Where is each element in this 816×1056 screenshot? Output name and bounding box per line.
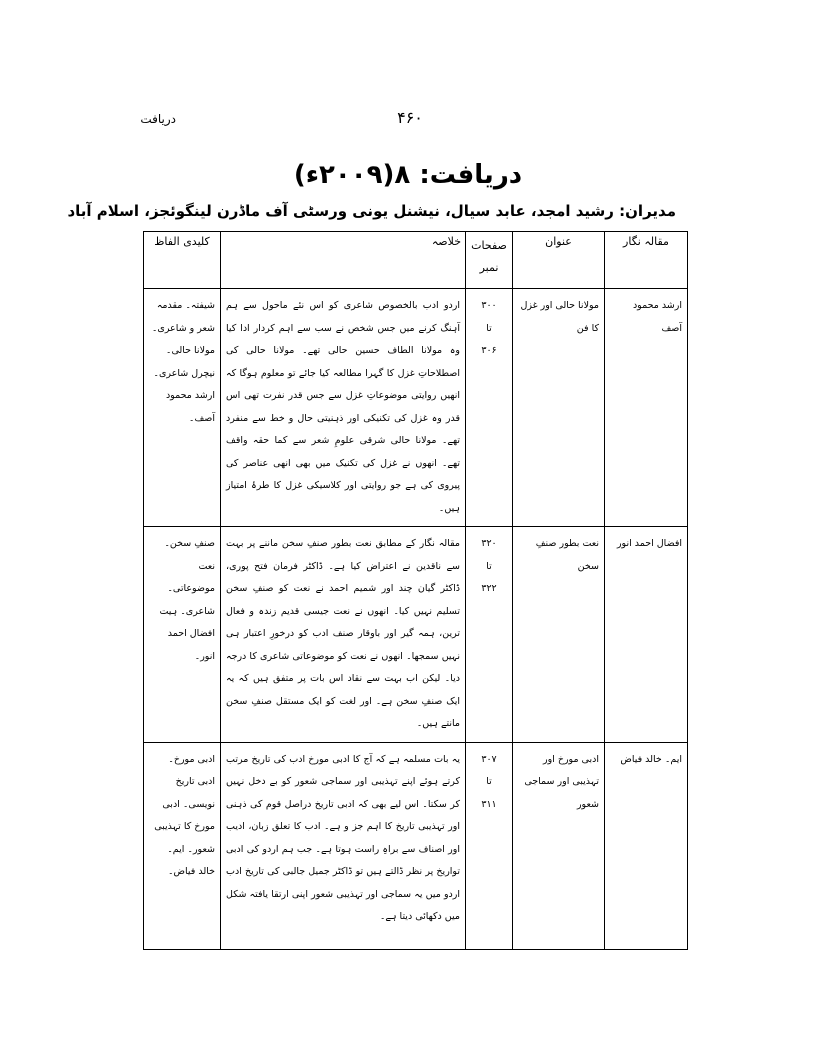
cell-pages — [466, 527, 513, 743]
header-title: عنوان — [513, 232, 605, 289]
editors-line: مدیران: رشید امجد، عابد سیال، نیشنل یونی ورسٹی آف ماڈرن لینگوئجز، اسلام آباد — [67, 202, 676, 220]
cell-summary: مقالہ نگار کے مطابق نعت بطور صنفِ سخن ماننے پر بہت سے ناقدین نے اعتراض کیا ہے۔ ڈاکٹر فرمان فتح پوری، ڈاکٹر گیان چند اور شمیم احمد نے نعت کو صنفِ سخن تسلیم نہیں کیا۔ انھوں نے نعت جیسی قدیم زندہ و فعال ترین، ہمہ گیر اور باوقار صنف ادب کو درخورِ اعتبار ہی نہیں سمجھا۔ انھوں نے نعت کو موضوعاتی شاعری کا درجہ دیا۔ لیکن اب بہت سے نقاد اس بات پر متفق ہیں کہ یہ ایک صنفِ سخن ہے۔ اور لغت کو ایک مستقل صنفِ سخن مانتے ہیں۔ — [221, 527, 466, 743]
cell-keywords: شیفتہ۔ مقدمہ شعر و شاعری۔ مولانا حالی۔ نیچرل شاعری۔ ارشد محمود آصف۔ — [144, 289, 221, 527]
table-row — [144, 742, 688, 949]
pages-from: ۳۰۰ — [481, 300, 497, 311]
header-author: مقالہ نگار — [605, 232, 688, 289]
page-number: ۴۶۰ — [397, 108, 423, 127]
table-header-row — [144, 232, 688, 289]
articles-table — [143, 231, 688, 950]
cell-title: ادبی مورخ اور تہذیبی اور سماجی شعور — [513, 742, 605, 949]
cell-title: مولانا حالی اور غزل کا فن — [513, 289, 605, 527]
header-pages: صفحات نمبر — [466, 232, 513, 289]
running-head: دریافت — [140, 112, 176, 126]
cell-summary: یہ بات مسلمہ ہے کہ آج کا ادبی مورخ ادب کی تاریخ مرتب کرتے ہوئے اپنے تہذیبی اور سماجی شعور کو بے دخل نہیں کر سکتا۔ اس لیے بھی کہ ادبی تاریخ دراصل قوم کی ذہنی اور تہذیبی تاریخ کا اہم جز و ہے۔ ادب کا تعلق زبان، ادیب اور اصناف سے براہِ راست ہوتا ہے۔ جب ہم اردو کی ادبی تواریخ پر نظر ڈالتے ہیں تو ڈاکٹر جمیل جالبی کی تاریخ ادب اردو میں یہ سماجی اور تہذیبی شعور اپنی ارتقا یافتہ شکل میں دکھائی دیتا ہے۔ — [221, 742, 466, 949]
cell-author: ارشد محمود آصف — [605, 289, 688, 527]
pages-from: ۳۰۷ — [481, 753, 497, 765]
header-keywords: کلیدی الفاظ — [144, 232, 221, 289]
cell-pages — [466, 289, 513, 527]
pages-to-word: تا — [486, 560, 492, 572]
pages-to-word: تا — [486, 776, 492, 787]
cell-title: نعت بطور صنفِ سخن — [513, 527, 605, 743]
cell-keywords: ادبی مورخ۔ ادبی تاریخ نویسی۔ ادبی مورخ کا تہذیبی شعور۔ ایم۔ خالد فیاض۔ — [144, 742, 221, 949]
page-title: دریافت: ۸(۲۰۰۹ء) — [293, 160, 523, 190]
cell-author: افضال احمد انور — [605, 527, 688, 743]
cell-summary: اردو ادب بالخصوص شاعری کو اس نئے ماحول سے ہم آہنگ کرنے میں جس شخص نے سب سے اہم کردار ادا کیا وہ مولانا الطاف حسین حالی تھے۔ مولانا حالی کی اصطلاحاتِ غزل کا گہرا مطالعہ کیا جائے تو معلوم ہوگا کہ انھیں روایتی موضوعاتِ غزل سے جس قدر نفرت تھی اس قدر وہ غزل کی تکنیکی اور ذہنیتی حال و خط سے منفرد تھے۔ مولانا حالی شرقی علومِ شعر سے کما حقہ واقف تھے۔ انھوں نے غزل کی تکنیک میں بھی انھی عناصر کی پیروی کی ہے جو روایتی اور کلاسیکی غزل کا طرۂ امتیاز ہیں۔ — [221, 289, 466, 527]
pages-to-word: تا — [486, 322, 492, 334]
pages-to: ۳۰۶ — [481, 345, 497, 356]
table-row — [144, 527, 688, 743]
cell-author: ایم۔ خالد فیاض — [605, 742, 688, 949]
pages-from: ۳۲۰ — [481, 538, 497, 549]
pages-to: ۳۱۱ — [481, 798, 497, 810]
cell-keywords: صنفِ سخن۔ نعت موضوعاتی۔ شاعری۔ ہیت افضال احمد انور۔ — [144, 527, 221, 743]
header-summary: خلاصہ — [221, 232, 466, 289]
pages-to: ۳۲۲ — [481, 583, 497, 594]
cell-pages — [466, 742, 513, 949]
table-row — [144, 289, 688, 527]
